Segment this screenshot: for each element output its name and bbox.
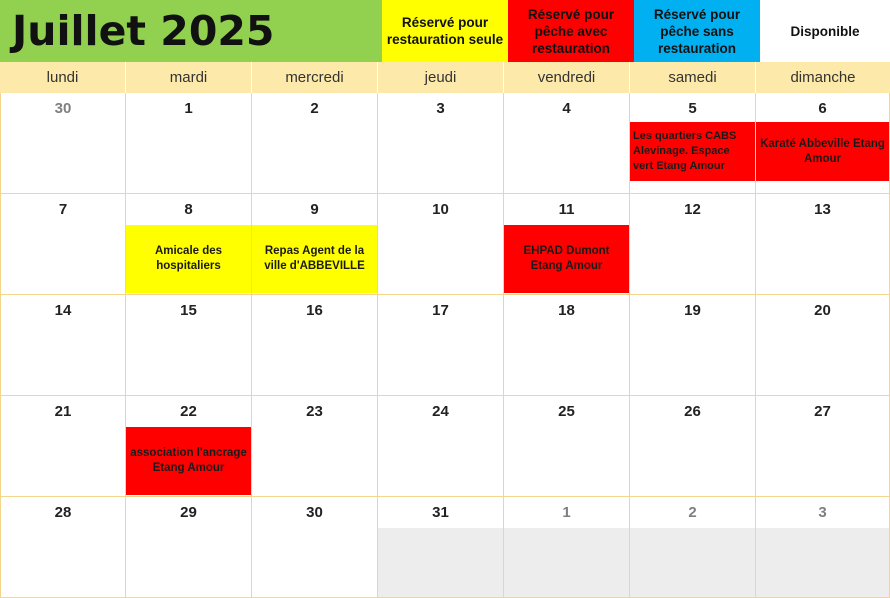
legend-peche-avec-restauration: Réservé pour pêche avec restauration <box>508 0 634 62</box>
day-number: 2 <box>630 497 755 528</box>
day-number: 3 <box>436 100 445 117</box>
day-number: 25 <box>558 403 575 420</box>
day-cell[interactable] <box>756 194 890 295</box>
day-number: 28 <box>54 504 72 521</box>
event-tue-8[interactable]: Amicale des hospitaliers <box>126 225 251 293</box>
day-cell[interactable] <box>756 396 890 497</box>
day-number: 12 <box>684 201 701 218</box>
day-cell[interactable] <box>126 497 252 598</box>
day-number: 19 <box>684 302 701 319</box>
weekday-lundi: lundi <box>0 62 126 93</box>
day-number: 29 <box>180 504 197 521</box>
weekday-header-row <box>0 62 890 93</box>
week-row <box>0 194 890 295</box>
day-number: 30 <box>306 504 323 521</box>
day-number: 3 <box>756 497 889 528</box>
day-cell[interactable] <box>126 93 252 194</box>
day-cell[interactable] <box>630 93 756 194</box>
day-number: 22 <box>180 403 197 420</box>
week-row <box>0 497 890 598</box>
event-wed-9[interactable]: Repas Agent de la ville d'ABBEVILLE <box>252 225 377 293</box>
legend-peche-sans-restauration: Réservé pour pêche sans restauration <box>634 0 760 62</box>
day-cell[interactable] <box>504 396 630 497</box>
day-number: 27 <box>814 403 831 420</box>
day-number: 15 <box>180 302 197 319</box>
day-cell[interactable] <box>630 396 756 497</box>
day-number: 7 <box>58 201 68 218</box>
day-cell[interactable] <box>756 93 890 194</box>
day-number: 24 <box>432 403 449 420</box>
day-number: 26 <box>684 403 701 420</box>
weekday-mardi: mardi <box>126 62 252 93</box>
legend-disponible: Disponible <box>760 0 890 62</box>
day-number: 17 <box>432 302 449 319</box>
day-number: 2 <box>310 100 319 117</box>
day-number: 6 <box>818 100 827 117</box>
day-cell[interactable] <box>126 194 252 295</box>
day-cell[interactable] <box>126 295 252 396</box>
day-cell[interactable] <box>0 194 126 295</box>
day-cell[interactable] <box>252 295 378 396</box>
day-cell[interactable] <box>0 93 126 194</box>
day-number: 1 <box>504 497 629 528</box>
day-number: 14 <box>54 302 72 319</box>
day-cell[interactable] <box>252 194 378 295</box>
weekday-mercredi: mercredi <box>252 62 378 93</box>
legend-restauration-seule: Réservé pour restauration seule <box>382 0 508 62</box>
day-number: 23 <box>306 403 323 420</box>
day-cell[interactable] <box>126 396 252 497</box>
event-sun-6[interactable]: Karaté Abbeville Etang Amour <box>756 122 889 181</box>
week-row <box>0 295 890 396</box>
weekday-dimanche: dimanche <box>790 69 856 86</box>
day-cell[interactable] <box>0 497 126 598</box>
day-cell[interactable] <box>378 497 504 598</box>
day-number: 18 <box>558 302 575 319</box>
day-number: 1 <box>184 100 193 117</box>
day-cell[interactable] <box>630 194 756 295</box>
day-cell[interactable] <box>378 194 504 295</box>
day-number: 21 <box>54 403 72 420</box>
event-sat-5[interactable]: Les quartiers CABS Alevinage. Espace vert Etang Amour <box>630 122 755 181</box>
day-cell-next-month[interactable] <box>504 497 630 598</box>
day-cell[interactable] <box>0 396 126 497</box>
day-number: 30 <box>54 100 72 117</box>
day-number: 10 <box>432 201 449 218</box>
day-cell[interactable] <box>504 194 630 295</box>
day-cell[interactable] <box>504 295 630 396</box>
day-cell[interactable] <box>378 396 504 497</box>
day-number: 20 <box>814 302 831 319</box>
day-cell[interactable] <box>630 295 756 396</box>
weekday-vendredi: vendredi <box>504 62 630 93</box>
day-number: 4 <box>562 100 571 117</box>
day-cell[interactable] <box>378 295 504 396</box>
day-cell[interactable] <box>378 93 504 194</box>
day-cell[interactable] <box>504 93 630 194</box>
day-number: 8 <box>184 201 193 218</box>
event-tue-22[interactable]: association l'ancrage Etang Amour <box>126 427 251 495</box>
day-cell-next-month[interactable] <box>630 497 756 598</box>
weekday-jeudi: jeudi <box>378 62 504 93</box>
day-number: 5 <box>688 100 697 117</box>
day-cell[interactable] <box>252 396 378 497</box>
week-row <box>0 93 890 194</box>
week-row <box>0 396 890 497</box>
day-number: 13 <box>814 201 831 218</box>
day-cell-next-month[interactable] <box>756 497 890 598</box>
event-fri-11[interactable]: EHPAD Dumont Etang Amour <box>504 225 629 293</box>
day-number: 16 <box>306 302 323 319</box>
calendar-title: Juillet 2025 <box>0 0 382 62</box>
day-cell[interactable] <box>756 295 890 396</box>
weekday-samedi: samedi <box>630 62 756 93</box>
day-cell[interactable] <box>252 93 378 194</box>
day-number: 31 <box>378 497 503 528</box>
calendar-grid <box>0 93 890 598</box>
day-cell[interactable] <box>252 497 378 598</box>
day-number: 9 <box>310 201 319 218</box>
day-number: 11 <box>558 201 575 218</box>
day-cell[interactable] <box>0 295 126 396</box>
